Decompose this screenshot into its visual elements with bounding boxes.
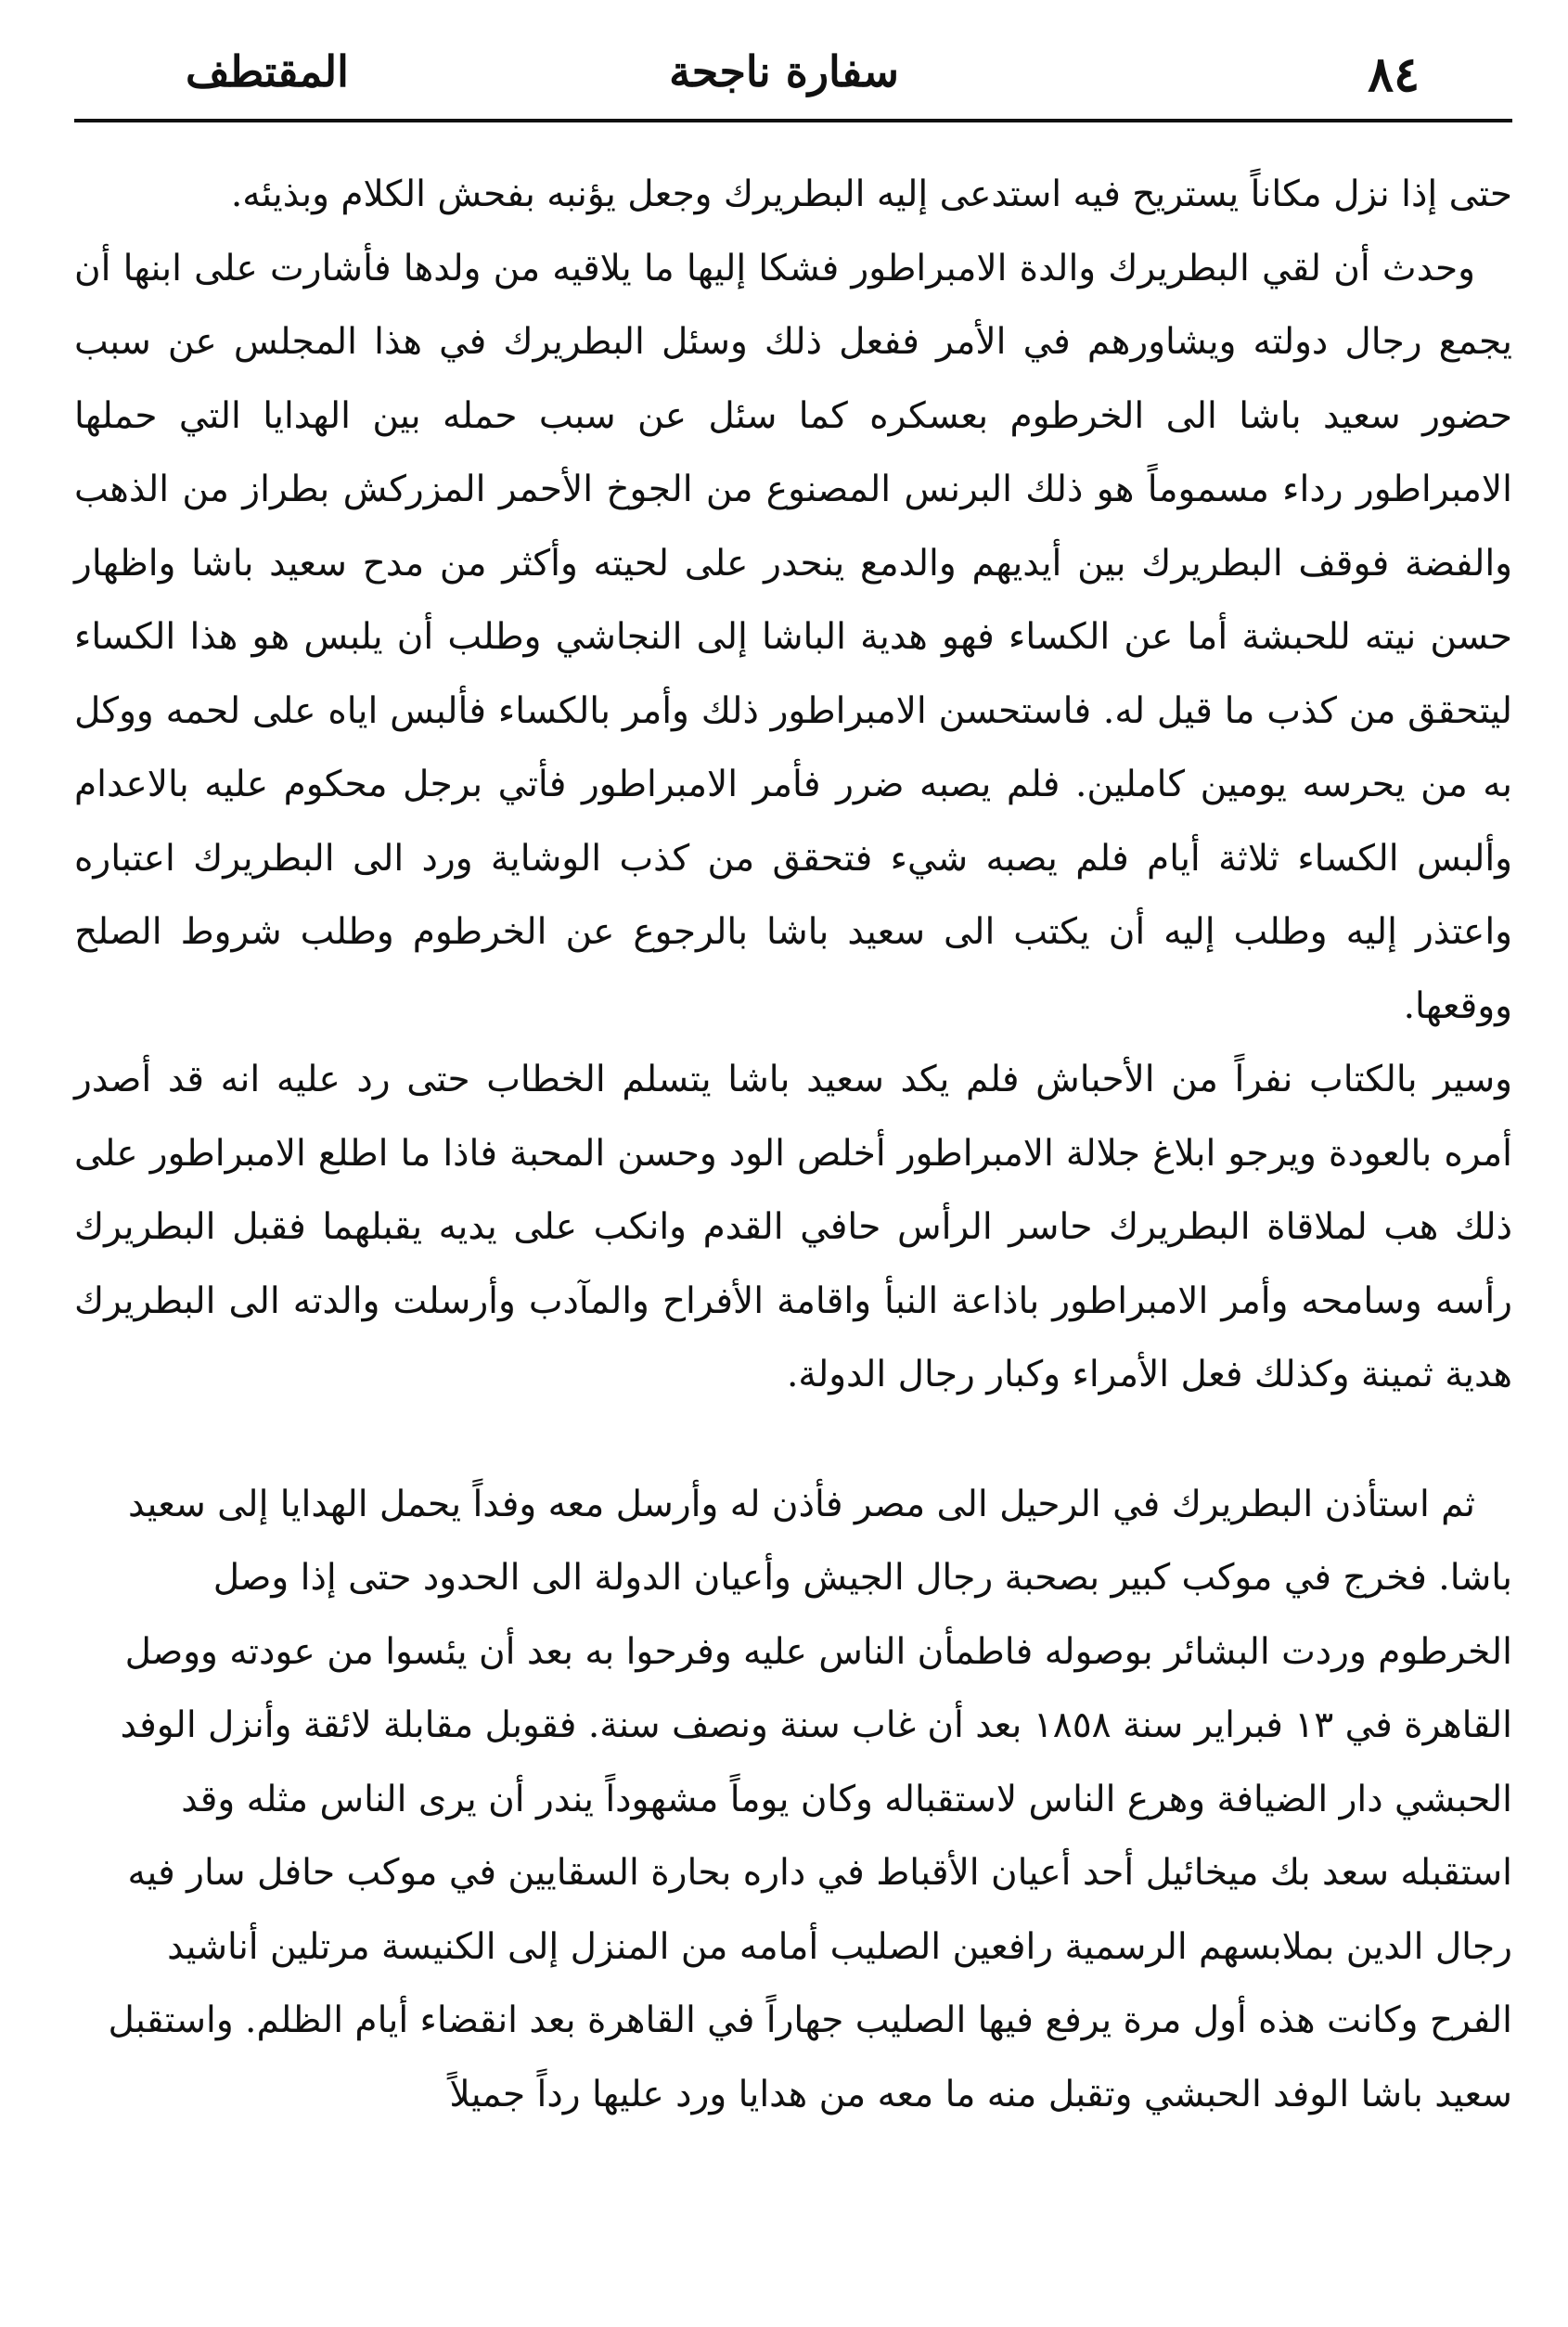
article-body [74,158,1512,2131]
paragraph: ثم استأذن البطريرك في الرحيل الى مصر فأذن له وأرسل معه وفداً يحمل الهدايا إلى سعيد باشا. فخرج في موكب كبير بصحبة رجال الجيش وأعيان الدولة الى الحدود حتى إذا وصل الخرطوم وردت البشائر بوصوله فاطمأن الناس عليه وفرحوا به بعد أن يئسوا من عودته ووصل القاهرة في ١٣ فبراير سنة ١٨٥٨ بعد أن غاب سنة ونصف سنة. فقوبل مقابلة لائقة وأنزل الوفد الحبشي دار الضيافة وهرع الناس لاستقباله وكان يوماً مشهوداً يندر أن يرى الناس مثله وقد استقبله سعد بك ميخائيل أحد أعيان الأقباط في داره بحارة السقايين في موكب حافل سار فيه رجال الدين بملابسهم الرسمية رافعين الصليب أمامه من المنزل إلى الكنيسة مرتلين أناشيد الفرح وكانت هذه أول مرة يرفع فيها الصليب جهاراً في القاهرة بعد انقضاء أيام الظلم. واستقبل سعيد باشا الوفد الحبشي وتقبل منه ما معه من هدايا ورد عليها رداً جميلاً [108,1483,1512,2115]
running-title: سفارة ناجحة [669,46,899,96]
paragraph: وسير بالكتاب نفراً من الأحباش فلم يكد سعيد باشا يتسلم الخطاب حتى رد عليه انه قد أصدر أمره بالعودة ويرجو ابلاغ جلالة الامبراطور أخلص الود وحسن المحبة فاذا ما اطلع الامبراطور على ذلك هب لملاقاة البطريرك حاسر الرأس حافي القدم وانكب على يديه يقبلهما فقبل البطريرك رأسه وسامحه وأمر الامبراطور باذاعة النبأ واقامة الأفراح والمآدب وأرسلت والدته الى البطريرك هدية ثمينة وكذلك فعل الأمراء وكبار رجال الدولة. [74,1059,1512,1395]
journal-name: المقتطف [186,46,349,96]
page-header [56,37,1512,111]
paragraph: حتى إذا نزل مكاناً يستريح فيه استدعى إليه البطريرك وجعل يؤنبه بفحش الكلام وبذيئه. [230,174,1512,215]
page-number: ٨٤ [1368,46,1420,103]
paragraph: وحدث أن لقي البطريرك والدة الامبراطور فشكا إليها ما يلاقيه من ولدها فأشارت على ابنها أن يجمع رجال دولته ويشاورهم في الأمر ففعل ذلك وسئل البطريرك في هذا المجلس عن سبب حضور سعيد باشا الى الخرطوم بعسكره كما سئل عن سبب حمله بين الهدايا التي حملها الامبراطور رداء مسموماً هو ذلك البرنس المصنوع من الجوخ الأحمر المزركش بطراز من الذهب والفضة فوقف البطريرك بين أيديهم والدمع ينحدر على لحيته وأكثر من مدح سعيد باشا واظهار حسن نيته للحبشة أما عن الكساء فهو هدية الباشا إلى النجاشي وطلب أن يلبس هو هذا الكساء ليتحقق من كذب ما قيل له. فاستحسن الامبراطور ذلك وأمر بالكساء فألبس اياه على لحمه ووكل به من يحرسه يومين كاملين. فلم يصبه ضرر فأمر الامبراطور فأتي برجل محكوم عليه بالاعدام وألبس الكساء ثلاثة أيام فلم يصبه شيء فتحقق من كذب الوشاية ورد الى البطريرك اعتباره واعتذر إليه وطلب إليه أن يكتب الى سعيد باشا بالرجوع عن الخرطوم وطلب شروط الصلح ووقعها. [74,247,1512,1027]
header-rule [74,119,1512,122]
